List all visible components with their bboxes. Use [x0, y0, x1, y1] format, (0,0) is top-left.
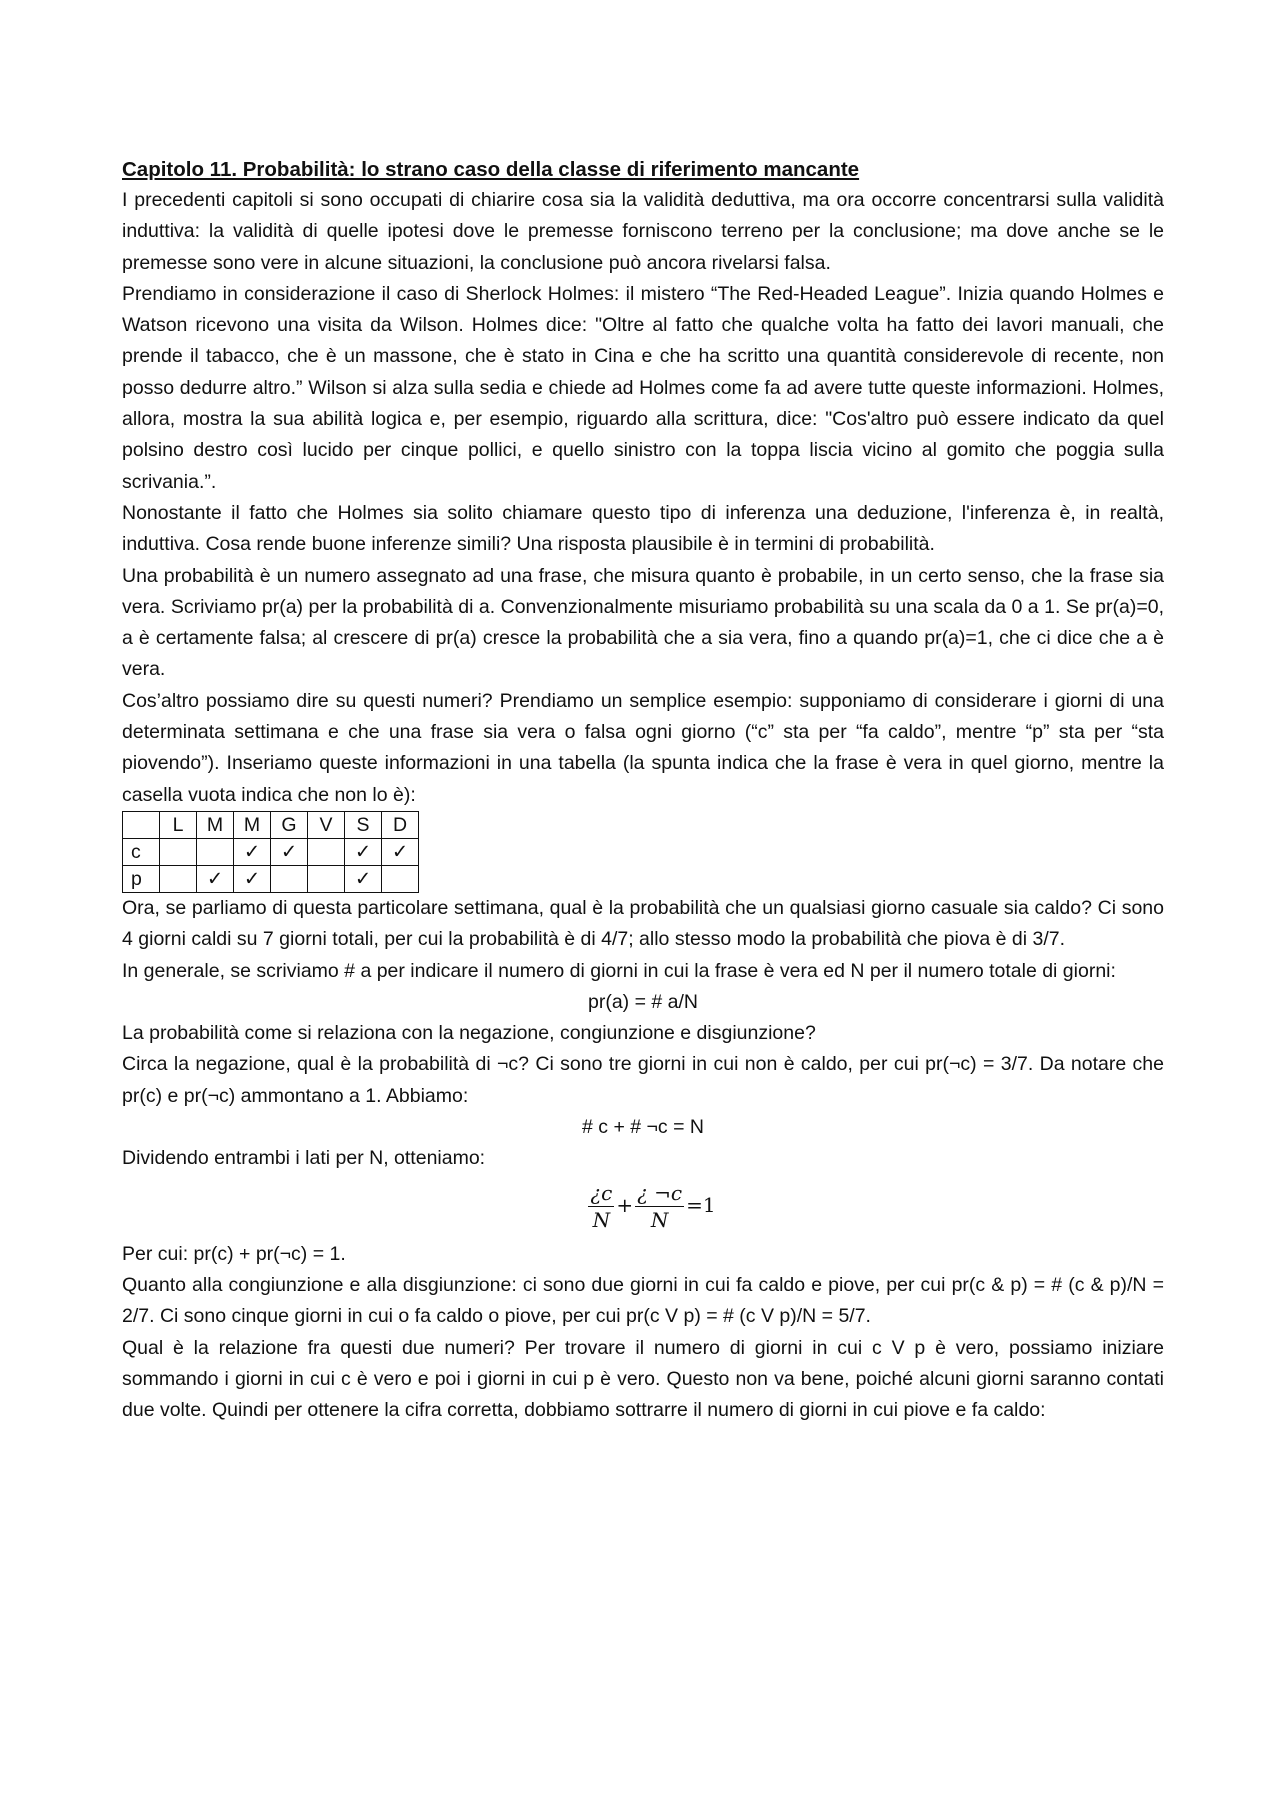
table-cell	[308, 838, 345, 865]
paragraph: Quanto alla congiunzione e alla disgiunzione: ci sono due giorni in cui fa caldo e piove, per cui pr(c & p) = # (c & p)/N = 2/7. Ci sono cinque giorni in cui o fa caldo o piove, per cui pr(c V p) = # (c V p)/N = 5/7.	[122, 1273, 1164, 1328]
paragraph: La probabilità come si relaziona con la negazione, congiunzione e disgiunzione?	[122, 1022, 816, 1045]
table-cell: ✓	[197, 865, 234, 892]
weekday-table	[122, 811, 419, 893]
table-cell: G	[271, 811, 308, 838]
paragraph: Nonostante il fatto che Holmes sia solito chiamare questo tipo di inferenza una deduzione, l'inferenza è, in realtà, induttiva. Cosa rende buone inferenze simili? Una risposta plausibile è in termini di probabilità.	[122, 501, 1164, 556]
table-cell: D	[382, 811, 419, 838]
table-cell	[123, 811, 160, 838]
table-cell: V	[308, 811, 345, 838]
denominator: N	[592, 1207, 611, 1232]
denominator: N	[650, 1207, 669, 1232]
paragraph: Circa la negazione, qual è la probabilità di ¬c? Ci sono tre giorni in cui non è caldo, per cui pr(¬c) = 3/7. Da notare che pr(c) e pr(¬c) ammontano a 1. Abbiamo:	[122, 1053, 1164, 1107]
table-cell: ✓	[271, 838, 308, 865]
table-cell: ✓	[382, 838, 419, 865]
table-cell	[271, 865, 308, 892]
table-row	[123, 838, 419, 865]
paragraph: In generale, se scriviamo # a per indicare il numero di giorni in cui la frase è vera ed N per il numero totale di giorni:	[122, 959, 1116, 982]
formula: # c + # ¬c = N	[582, 1116, 704, 1139]
numerator: ¿ ¬c	[637, 1180, 683, 1205]
table-cell	[160, 865, 197, 892]
table-cell: p	[123, 865, 160, 892]
chapter-title: Capitolo 11. Probabilità: lo strano caso della classe di riferimento mancante	[122, 158, 860, 181]
paragraph: Ora, se parliamo di questa particolare settimana, qual è la probabilità che un qualsiasi giorno casuale sia caldo? Ci sono 4 giorni caldi su 7 giorni totali, per cui la probabilità è di 4/7; allo stesso modo la probabilità che piova è di 3/7.	[122, 896, 1164, 951]
table-cell	[382, 865, 419, 892]
paragraph: Per cui: pr(c) + pr(¬c) = 1.	[122, 1242, 346, 1265]
paragraph: Cos’altro possiamo dire su questi numeri? Prendiamo un semplice esempio: supponiamo di considerare i giorni di una determinata settimana e che una frase sia vera o falsa ogni giorno (“c” sta per “fa caldo”, mentre “p” sta per “sta piovendo”). Inseriamo queste informazioni in una tabella (la spunta indica che la frase è vera in quel giorno, mentre la casella vuota indica che non lo è):	[122, 689, 1164, 806]
equals-one: =1	[686, 1193, 716, 1218]
paragraph: Qual è la relazione fra questi due numeri? Per trovare il numero di giorni in cui c V p è vero, possiamo iniziare sommando i giorni in cui c è vero e poi i giorni in cui p è vero. Questo non va bene, poiché alcuni giorni saranno contati due volte. Quindi per ottenere la cifra corretta, dobbiamo sottrarre il numero di giorni in cui piove e fa caldo:	[122, 1336, 1164, 1422]
table-cell: ✓	[234, 865, 271, 892]
table-cell: M	[234, 811, 271, 838]
table-cell: ✓	[345, 838, 382, 865]
table-cell	[160, 838, 197, 865]
fraction-formula	[122, 1175, 1164, 1239]
table-cell	[308, 865, 345, 892]
table-header-row	[123, 811, 419, 838]
paragraph: Prendiamo in considerazione il caso di Sherlock Holmes: il mistero “The Red-Headed League”. Inizia quando Holmes e Watson ricevono una visita da Wilson. Holmes dice: "Oltre al fatto che qualche volta ha fatto dei lavori manuali, che prende il tabacco, che è un massone, che è stato in Cina e che ha scritto una quantità considerevole di recente, non posso dedurre altro.” Wilson si alza sulla sedia e chiede ad Holmes come fa ad avere tutte queste informazioni. Holmes, allora, mostra la sua abilità logica e, per esempio, riguardo alla scrittura, dice: "Cos'altro può essere indicato da quel polsino destro così lucido per cinque pollici, e quello sinistro con la toppa liscia vicino al gomito che poggia sulla scrivania.”.	[122, 282, 1164, 493]
paragraph: Dividendo entrambi i lati per N, otteniamo:	[122, 1147, 486, 1170]
formula: pr(a) = # a/N	[587, 990, 698, 1013]
table-cell: ✓	[234, 838, 271, 865]
table-cell: L	[160, 811, 197, 838]
table-cell: ✓	[345, 865, 382, 892]
table-cell: c	[123, 838, 160, 865]
table-row	[123, 865, 419, 892]
document-page	[122, 154, 1164, 1426]
paragraph: Una probabilità è un numero assegnato ad una frase, che misura quanto è probabile, in un certo senso, che la frase sia vera. Scriviamo pr(a) per la probabilità di a. Convenzionalmente misuriamo probabilità su una scala da 0 a 1. Se pr(a)=0, a è certamente falsa; al crescere di pr(a) cresce la probabilità che a sia vera, fino a quando pr(a)=1, che ci dice che a è vera.	[122, 564, 1164, 681]
plus-sign: +	[616, 1193, 634, 1218]
table-cell: M	[197, 811, 234, 838]
table-cell	[197, 838, 234, 865]
numerator: ¿c	[590, 1180, 613, 1205]
paragraph: I precedenti capitoli si sono occupati di chiarire cosa sia la validità deduttiva, ma ora occorre concentrarsi sulla validità induttiva: la validità di quelle ipotesi dove le premesse forniscono terreno per la conclusione; ma dove anche se le premesse sono vere in alcune situazioni, la conclusione può ancora rivelarsi falsa.	[122, 189, 1164, 274]
table-cell: S	[345, 811, 382, 838]
